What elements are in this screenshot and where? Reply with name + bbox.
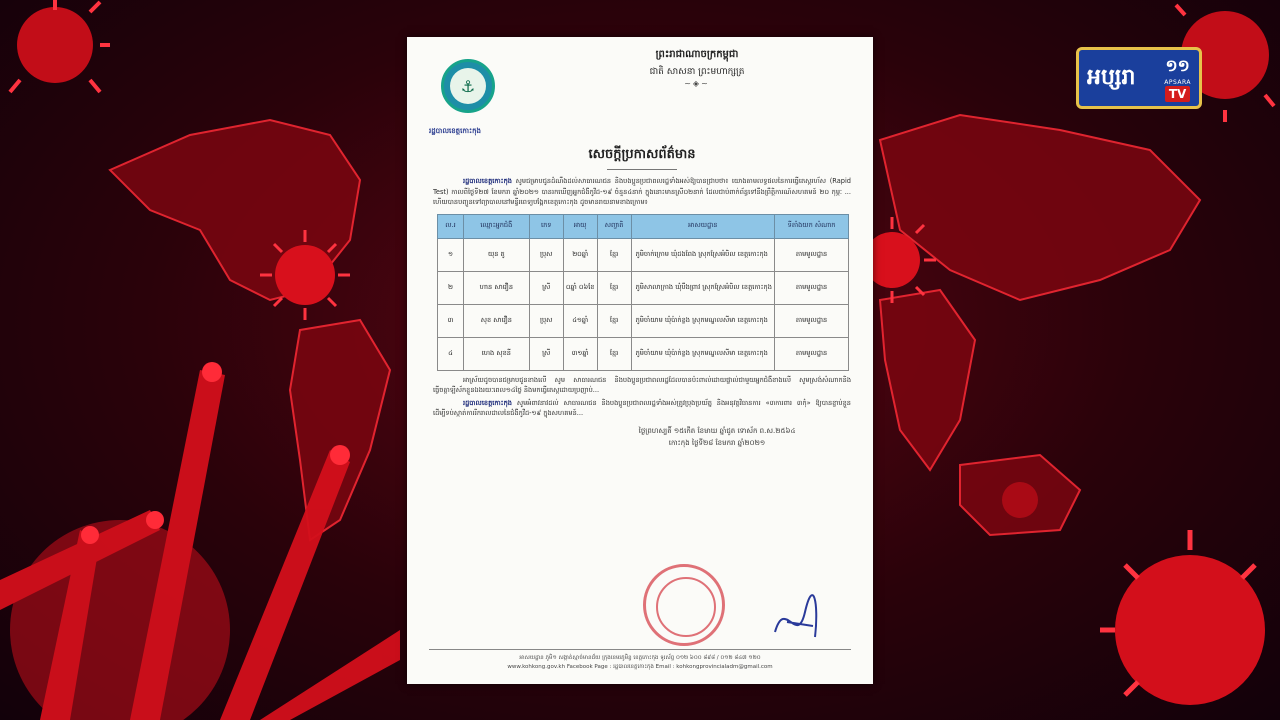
- cell: ២: [438, 271, 464, 304]
- signature: [767, 592, 827, 652]
- cell: ភូមិចាំយាម ឃុំប៉ាក់ខ្លង ស្រុកមណ្ឌលសីមា ខេត្តកោះកុង: [631, 304, 775, 337]
- province-emblem-icon: ⚓: [441, 59, 495, 113]
- cell: ស្រី: [529, 337, 563, 370]
- kingdom-header: [543, 47, 851, 88]
- press-release-document: [407, 37, 873, 684]
- virus-graphic-top-left: [0, 0, 130, 120]
- intro-lead: រដ្ឋបាលខេត្តកោះកុង: [463, 177, 512, 185]
- appeal-lead: រដ្ឋបាលខេត្តកោះកុង: [463, 398, 512, 407]
- virus-graphic-map-left: [250, 220, 360, 330]
- cell: ៣: [438, 304, 464, 337]
- col-header: សញ្ជាតិ: [597, 214, 631, 238]
- logo-tv-badge: TV: [1165, 86, 1190, 102]
- issuer-name: រដ្ឋបាលខេត្តកោះកុង: [429, 127, 481, 135]
- cell: តាមមូលដ្ឋាន: [775, 238, 849, 271]
- cell: ០ឆ្នាំ ០៦ខែ: [563, 271, 597, 304]
- cell: ភូមិចាំយាម ឃុំប៉ាក់ខ្លង ស្រុកមណ្ឌលសីមា ខេត្តកោះកុង: [631, 337, 775, 370]
- cell: តាមមូលដ្ឋាន: [775, 271, 849, 304]
- col-header: ឈ្មោះអ្នកជំងឺ: [463, 214, 529, 238]
- official-stamp: [643, 564, 725, 646]
- cell: ភូមិចាក់ក្រោម ឃុំដងពែង ស្រុកស្រែអំបិល ខេត្តកោះកុង: [631, 238, 775, 271]
- solar-date: កោះកុង ថ្ងៃទី២៨ ខែមករា ឆ្នាំ២០២១: [668, 438, 766, 447]
- cell: ៣១ឆ្នាំ: [563, 337, 597, 370]
- logo-name: អប្សរា: [1087, 65, 1136, 90]
- kingdom-line-2: ជាតិ សាសនា ព្រះមហាក្សត្រ: [649, 67, 745, 77]
- cell: ១: [438, 238, 464, 271]
- appeal-text: សូមអំពាវនាវដល់ សាធារណជន និងបងប្អូនប្រជាពលរដ្ឋទាំងអស់ត្រូវប្រុងប្រយ័ត្ន និងអនុវត្តវិធានការ «៣ការពារ ៣កុំ» ឱ្យបានខ្ជាប់ខ្ជួន ដើម្បីទប់ស្កាត់ការរីករាលដាលនៃជំងឺកូវីដ-១៩ ក្នុងសហគមន៍...: [433, 398, 851, 417]
- cell: តាមមូលដ្ឋាន: [775, 304, 849, 337]
- document-footer: [429, 649, 851, 672]
- ornament-divider: ~◈~: [684, 79, 710, 88]
- appeal-paragraph: [433, 398, 851, 419]
- cell: ភូមិសាលាក្រាង ឃុំបឹងព្រាវ ស្រុកស្រែអំបិល ខេត្តកោះកុង: [631, 271, 775, 304]
- patients-table: [437, 214, 849, 371]
- cell: ហាន សាវឿន: [463, 271, 529, 304]
- col-header: ទីតាំងយក សំណាក: [775, 214, 849, 238]
- col-header: អាសយដ្ឋាន: [631, 214, 775, 238]
- virus-graphic-map-right: [862, 205, 942, 315]
- date-block: [583, 425, 851, 449]
- intro-text: សូមជម្រាបជូនដំណឹងដល់សាធារណជន និងបងប្អូនប្រជាពលរដ្ឋទាំងអស់ឱ្យបានជ្រាបថា៖ យោងតាមលទ្ធផលនៃការធ្វើតេស្តរហ័ស (Rapid Test) កាលពីថ្ងៃទី២៧ ខែមករា ឆ្នាំ២០២១ បានរកឃើញអ្នកជំងឺកូវីដ-១៩ ចំនួន៤នាក់ ក្នុងនោះមានស្រី០២នាក់ ដែលជាប់ពាក់ព័ន្ធទៅនឹងព្រឹត្តិការណ៍សហគមន៍ ២០ កុម្ភៈ ... ហើយបានបញ្ជូនទៅព្យាបាលនៅមន្ទីរពេទ្យបង្អែកខេត្តកោះកុង ដូចមានរាយនាមខាងក្រោម៖: [433, 177, 851, 206]
- col-header: អាយុ: [563, 214, 597, 238]
- table-row: [438, 337, 849, 370]
- table-row: [438, 271, 849, 304]
- lunar-date: ថ្ងៃព្រហស្បតិ៍ ១៥កើត ខែមាឃ ឆ្នាំជូត ទោស័ក ព.ស.២៥៦៤: [638, 426, 796, 435]
- apsara-tv-logo: [1076, 47, 1202, 109]
- document-title: សេចក្តីប្រកាសព័ត៌មាន: [588, 147, 696, 162]
- cell: ៤១ឆ្នាំ: [563, 304, 597, 337]
- cell: ៤: [438, 337, 464, 370]
- cell: ហេង សុខនី: [463, 337, 529, 370]
- cell: ប្រុស: [529, 304, 563, 337]
- col-header: ល.រ: [438, 214, 464, 238]
- footer-address: អាសយដ្ឋាន ភូមិ១ សង្កាត់ស្មាច់មានជ័យ ក្រុងខេមរភូមិន្ទ ខេត្តកោះកុង ទូរស័ព្ទ ០១២ ៦០០ ៨៩៨ / ០១២ ៨៤៧ ១២០: [519, 655, 761, 661]
- logo-sub: APSARA: [1164, 78, 1191, 86]
- cell: យុន តូ: [463, 238, 529, 271]
- logo-number: ១១: [1165, 55, 1190, 75]
- col-header: ភេទ: [529, 214, 563, 238]
- kingdom-line-1: ព្រះរាជាណាចក្រកម្ពុជា: [655, 49, 739, 60]
- footer-contacts: www.kohkong.gov.kh Facebook Page : រដ្ឋបាលខេត្តកោះកុង Email : kohkongprovincialadm@gmail.com: [507, 664, 773, 670]
- cell: សុខ សាវឿន: [463, 304, 529, 337]
- title-underline: [607, 169, 677, 170]
- cell: ខ្មែរ: [597, 238, 631, 271]
- intro-paragraph: [433, 176, 851, 208]
- table-header-row: [438, 214, 849, 238]
- cell: ខ្មែរ: [597, 304, 631, 337]
- cell: ប្រុស: [529, 238, 563, 271]
- virus-graphic-bottom-left: [0, 330, 400, 720]
- table-row: [438, 304, 849, 337]
- cell: ២០ឆ្នាំ: [563, 238, 597, 271]
- cell: តាមមូលដ្ឋាន: [775, 337, 849, 370]
- cell: ស្រី: [529, 271, 563, 304]
- advice-paragraph: អាស្រ័យដូចបានជម្រាបជូនខាងលើ សូម សាធារណជន និងបងប្អូនប្រជាពលរដ្ឋដែលបានប៉ះពាល់ដោយផ្ទាល់ជាមួយអ្នកជំងឺខាងលើ សូមស្រង់សំណាកនិងធ្វើចត្តាឡីស័កខ្លួនឯងរយៈពេល១៤ថ្ងៃ និងមកធ្វើតេស្តដោយប្រញាប់...: [433, 375, 851, 394]
- cell: ខ្មែរ: [597, 337, 631, 370]
- table-row: [438, 238, 849, 271]
- cell: ខ្មែរ: [597, 271, 631, 304]
- virus-graphic-bottom-right: [1000, 480, 1280, 720]
